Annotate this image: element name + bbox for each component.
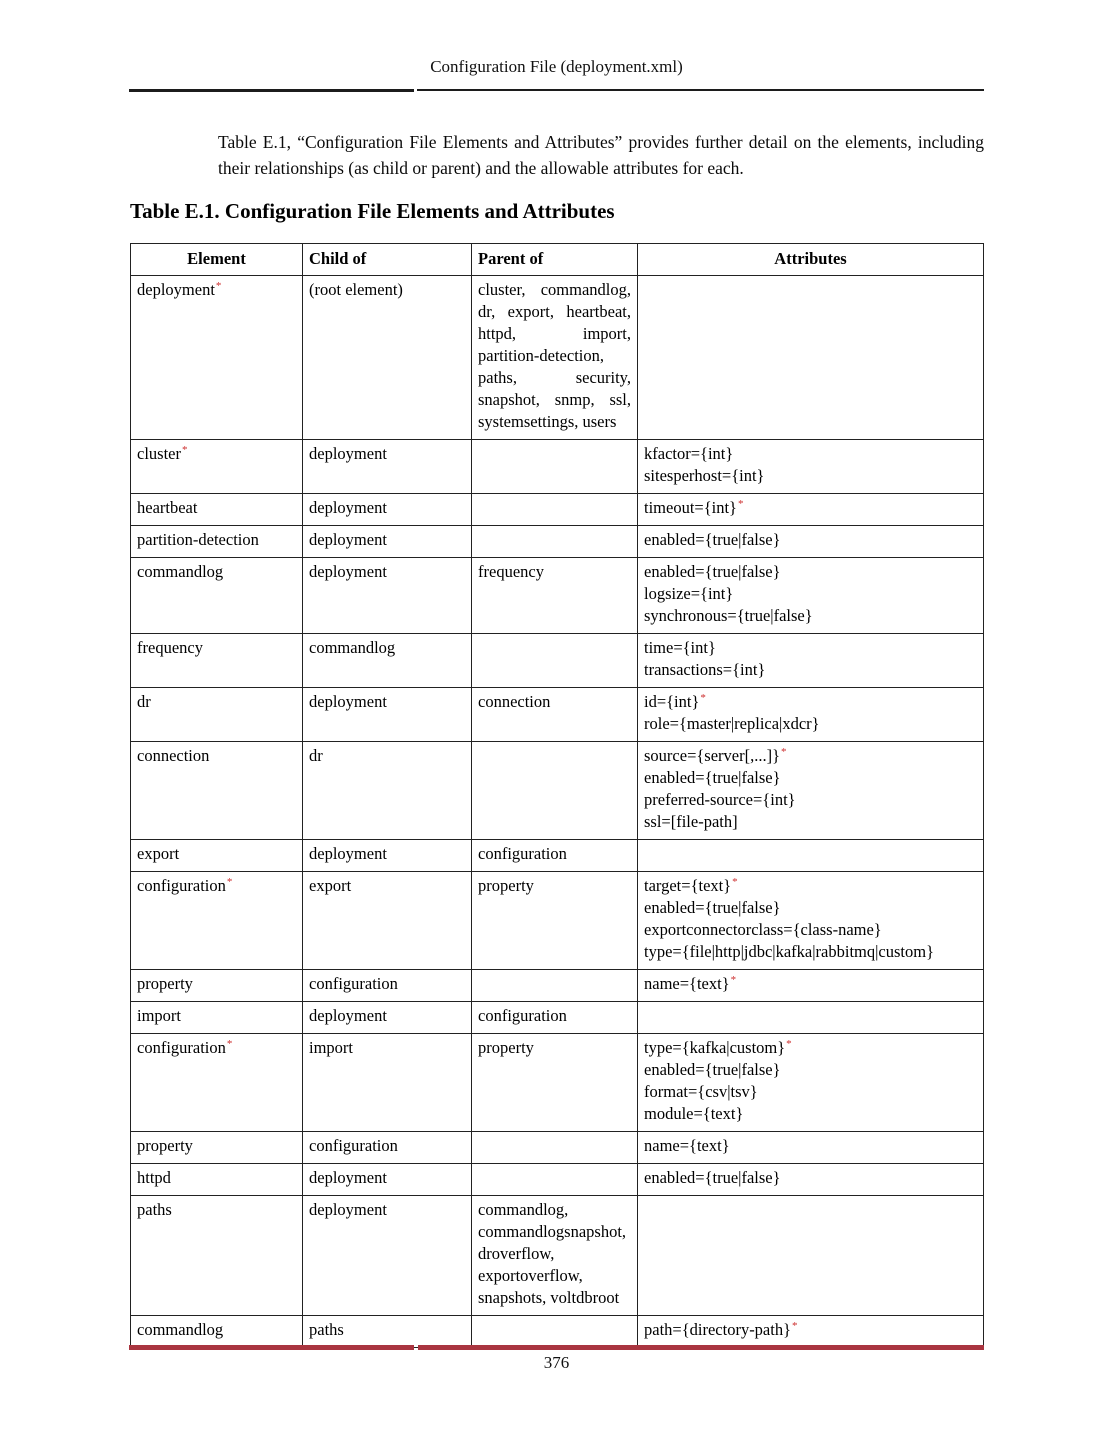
cell-attributes — [638, 634, 984, 688]
attribute-value: id={int}* — [644, 691, 706, 711]
table-row — [131, 872, 984, 970]
cell-attributes — [638, 688, 984, 742]
required-asterisk: * — [730, 973, 737, 986]
cell-child-of: deployment — [303, 688, 472, 742]
element-name: frequency — [137, 638, 203, 657]
attribute-value: role={master|replica|xdcr} — [644, 714, 820, 733]
cell-parent-of: property — [472, 872, 638, 970]
cell-child-of: commandlog — [303, 634, 472, 688]
cell-child-of: export — [303, 872, 472, 970]
attribute-value: module={text} — [644, 1104, 744, 1123]
attribute-value: target={text}* — [644, 875, 738, 895]
element-name: dr — [137, 692, 151, 711]
intro-paragraph: Table E.1, “Configuration File Elements and Attributes” provides further detail on the elements, including their relationships (as child or parent) and the allowable attributes for each. — [218, 132, 984, 178]
required-asterisk: * — [737, 497, 744, 510]
cell-parent-of: configuration — [472, 840, 638, 872]
cell-parent-of — [472, 494, 638, 526]
table-row — [131, 1164, 984, 1196]
table-row — [131, 970, 984, 1002]
cell-element — [131, 1316, 303, 1348]
cell-element — [131, 526, 303, 558]
element-name: cluster — [137, 444, 181, 463]
table-header-row — [131, 244, 984, 276]
cell-element — [131, 558, 303, 634]
cell-element — [131, 1196, 303, 1316]
attribute-value: logsize={int} — [644, 584, 734, 603]
column-header-parent-of: Parent of — [472, 244, 638, 276]
cell-child-of: deployment — [303, 1164, 472, 1196]
required-asterisk: * — [700, 691, 706, 704]
element-name: configuration — [137, 876, 226, 895]
column-header-attributes: Attributes — [638, 244, 984, 276]
element-name: partition-detection — [137, 530, 259, 549]
element-name: commandlog — [137, 1320, 224, 1339]
table-row — [131, 840, 984, 872]
cell-child-of: deployment — [303, 526, 472, 558]
element-name: export — [137, 844, 180, 863]
attribute-value: exportconnectorclass={class-name} — [644, 920, 882, 939]
header-rule-right-segment — [417, 89, 984, 91]
attribute-value: kfactor={int} — [644, 444, 734, 463]
config-elements-table — [130, 243, 984, 1348]
required-asterisk: * — [226, 875, 233, 888]
header-rule — [129, 89, 984, 92]
table-row — [131, 1316, 984, 1348]
column-header-element: Element — [131, 244, 303, 276]
cell-attributes — [638, 558, 984, 634]
cell-child-of: dr — [303, 742, 472, 840]
attribute-value: enabled={true|false} — [644, 1168, 781, 1187]
cell-child-of: paths — [303, 1316, 472, 1348]
cell-parent-of: commandlog, commandlogsnapshot, droverflow, exportoverflow, snapshots, voltdbroot — [472, 1196, 638, 1316]
table-caption: Table E.1. Configuration File Elements and Attributes — [130, 199, 615, 223]
table-row — [131, 494, 984, 526]
element-name: commandlog — [137, 562, 224, 581]
cell-child-of: configuration — [303, 1132, 472, 1164]
cell-child-of: deployment — [303, 1002, 472, 1034]
cell-attributes — [638, 1164, 984, 1196]
cell-parent-of — [472, 440, 638, 494]
table-row — [131, 1132, 984, 1164]
attribute-value: enabled={true|false} — [644, 898, 781, 917]
table-row — [131, 1196, 984, 1316]
table-row — [131, 1002, 984, 1034]
cell-parent-of: frequency — [472, 558, 638, 634]
cell-child-of: configuration — [303, 970, 472, 1002]
header-rule-left-segment — [129, 89, 414, 92]
cell-element — [131, 840, 303, 872]
attribute-value: time={int} — [644, 638, 716, 657]
required-asterisk: * — [781, 745, 787, 758]
cell-child-of: deployment — [303, 1196, 472, 1316]
running-header-title: Configuration File (deployment.xml) — [430, 57, 683, 76]
table-row — [131, 558, 984, 634]
cell-attributes — [638, 970, 984, 1002]
attribute-value: ssl=[file-path] — [644, 812, 738, 831]
cell-element — [131, 688, 303, 742]
table-row — [131, 688, 984, 742]
cell-child-of: deployment — [303, 840, 472, 872]
cell-element — [131, 440, 303, 494]
element-name: deployment — [137, 280, 215, 299]
cell-element — [131, 1164, 303, 1196]
table-header — [131, 244, 984, 276]
cell-child-of: deployment — [303, 558, 472, 634]
table-row — [131, 526, 984, 558]
cell-child-of: deployment — [303, 494, 472, 526]
cell-attributes — [638, 440, 984, 494]
cell-attributes — [638, 526, 984, 558]
attribute-value: enabled={true|false} — [644, 1060, 781, 1079]
element-name: property — [137, 974, 193, 993]
element-name: connection — [137, 746, 210, 765]
cell-attributes — [638, 1316, 984, 1348]
cell-parent-of — [472, 742, 638, 840]
table-row — [131, 742, 984, 840]
footer-rule-left-segment — [129, 1345, 414, 1350]
cell-parent-of — [472, 970, 638, 1002]
attribute-value: format={csv|tsv} — [644, 1082, 758, 1101]
attribute-value: sitesperhost={int} — [644, 466, 765, 485]
required-asterisk: * — [786, 1037, 792, 1050]
element-name: configuration — [137, 1038, 226, 1057]
cell-child-of: (root element) — [303, 276, 472, 440]
attribute-value: enabled={true|false} — [644, 768, 781, 787]
table-row — [131, 440, 984, 494]
attribute-value: name={text}* — [644, 973, 737, 993]
cell-parent-of: property — [472, 1034, 638, 1132]
cell-child-of: import — [303, 1034, 472, 1132]
cell-element — [131, 1132, 303, 1164]
element-name: httpd — [137, 1168, 171, 1187]
cell-child-of: deployment — [303, 440, 472, 494]
attribute-value: enabled={true|false} — [644, 530, 781, 549]
cell-attributes — [638, 1132, 984, 1164]
attribute-value: preferred-source={int} — [644, 790, 796, 809]
cell-element — [131, 276, 303, 440]
cell-parent-of: cluster, commandlog, dr, export, heartbeat, httpd, import, partition-detection, paths, security, snapshot, snmp, ssl, systemsettings, users — [472, 276, 638, 440]
cell-parent-of — [472, 1164, 638, 1196]
cell-parent-of — [472, 1132, 638, 1164]
attribute-value: enabled={true|false} — [644, 562, 781, 581]
cell-element — [131, 494, 303, 526]
element-name: import — [137, 1006, 181, 1025]
footer-rule — [129, 1345, 984, 1350]
cell-element — [131, 634, 303, 688]
cell-attributes — [638, 494, 984, 526]
cell-parent-of: configuration — [472, 1002, 638, 1034]
footer-rule-right-segment — [418, 1345, 984, 1350]
column-header-child-of: Child of — [303, 244, 472, 276]
cell-element — [131, 1034, 303, 1132]
cell-attributes — [638, 1196, 984, 1316]
cell-parent-of — [472, 526, 638, 558]
attribute-value: timeout={int}* — [644, 497, 744, 517]
element-name: paths — [137, 1200, 172, 1219]
required-asterisk: * — [181, 443, 188, 456]
cell-parent-of — [472, 1316, 638, 1348]
cell-element — [131, 970, 303, 1002]
attribute-value: type={file|http|jdbc|kafka|rabbitmq|custom} — [644, 942, 935, 961]
table-body — [131, 276, 984, 1348]
cell-parent-of: connection — [472, 688, 638, 742]
attribute-value: path={directory-path}* — [644, 1319, 798, 1339]
cell-attributes — [638, 1034, 984, 1132]
cell-element — [131, 1002, 303, 1034]
cell-parent-of — [472, 634, 638, 688]
cell-element — [131, 872, 303, 970]
cell-element — [131, 742, 303, 840]
attribute-value: synchronous={true|false} — [644, 606, 813, 625]
cell-attributes — [638, 742, 984, 840]
table-row — [131, 634, 984, 688]
attribute-value: name={text} — [644, 1136, 730, 1155]
attribute-value: transactions={int} — [644, 660, 766, 679]
cell-attributes — [638, 276, 984, 440]
table-row — [131, 1034, 984, 1132]
element-name: property — [137, 1136, 193, 1155]
element-name: heartbeat — [137, 498, 198, 517]
required-asterisk: * — [215, 279, 222, 292]
required-asterisk: * — [792, 1319, 798, 1332]
cell-attributes — [638, 872, 984, 970]
attribute-value: type={kafka|custom}* — [644, 1037, 792, 1057]
attribute-value: source={server[,...]}* — [644, 745, 787, 765]
page-number: 376 — [543, 1353, 570, 1372]
table-row — [131, 276, 984, 440]
required-asterisk: * — [732, 875, 738, 888]
required-asterisk: * — [226, 1037, 233, 1050]
cell-attributes — [638, 1002, 984, 1034]
cell-attributes — [638, 840, 984, 872]
